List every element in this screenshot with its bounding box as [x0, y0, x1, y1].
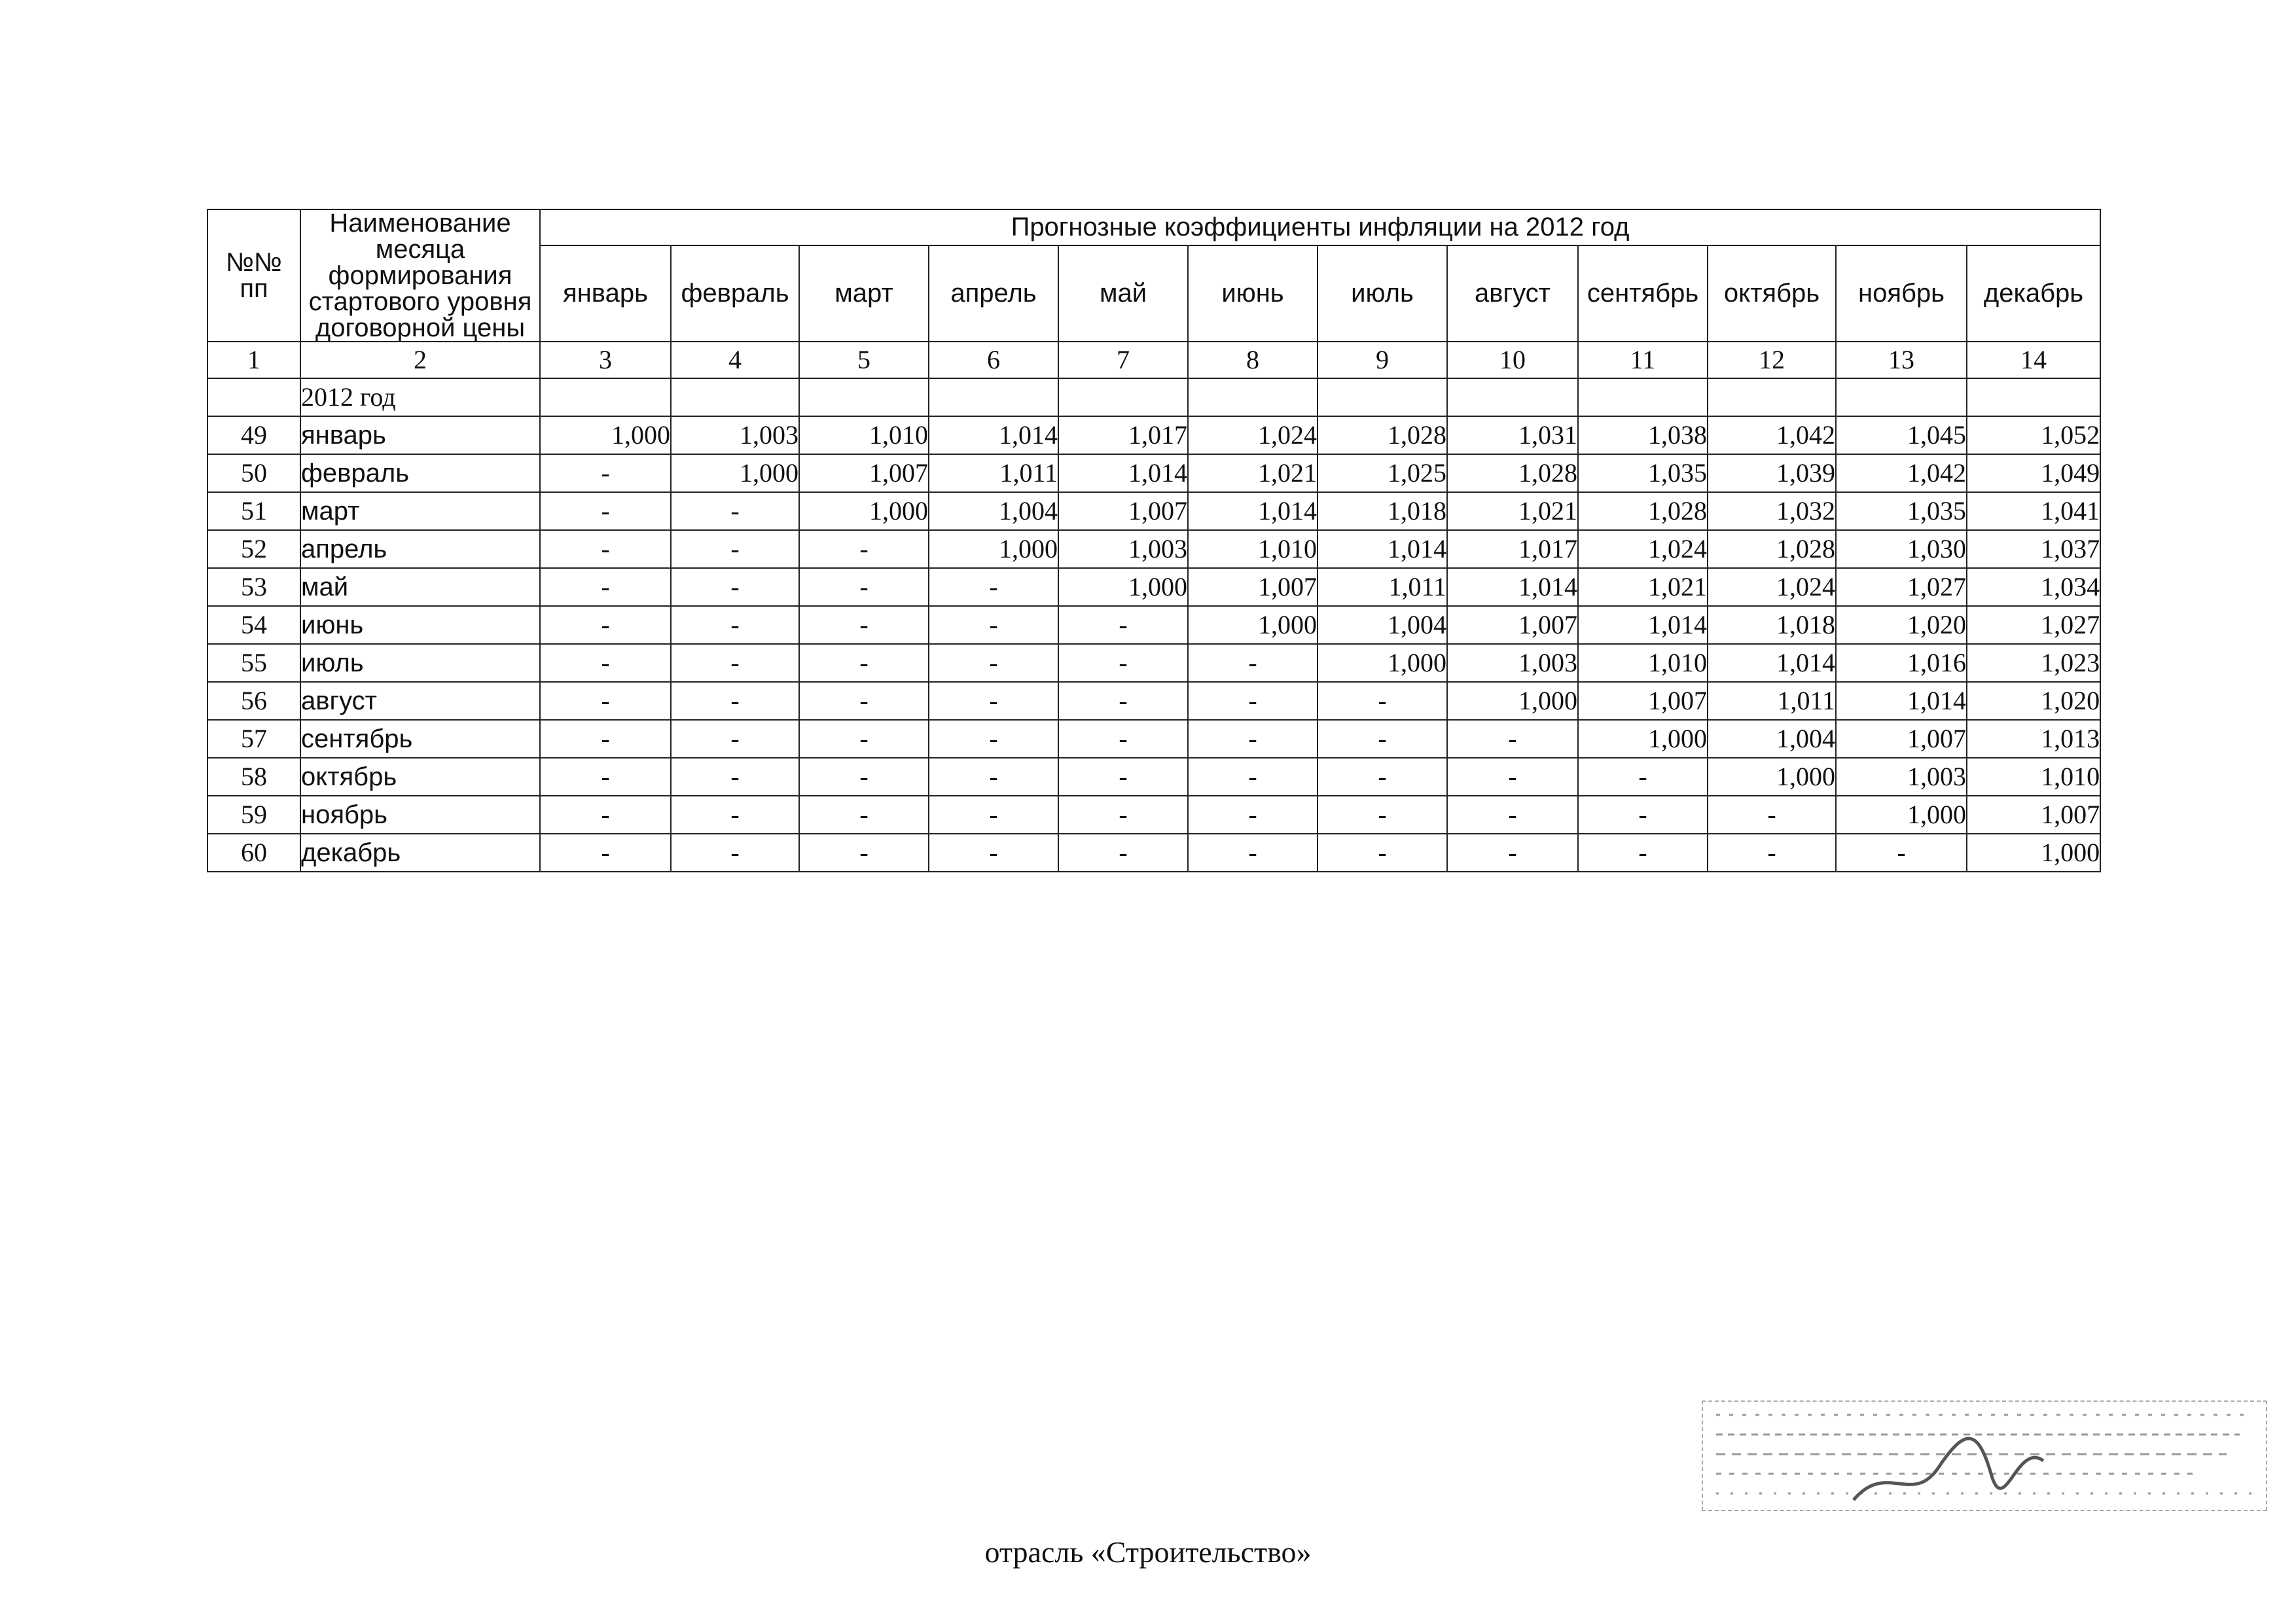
- empty-cell: [1058, 378, 1188, 416]
- coefficient-cell: -: [929, 720, 1058, 758]
- empty-cell: [671, 378, 799, 416]
- coefficient-cell: 1,032: [1708, 492, 1836, 530]
- coefficient-cell: 1,018: [1708, 606, 1836, 644]
- coefficient-cell: 1,000: [1447, 682, 1578, 720]
- coefficient-cell: -: [929, 796, 1058, 834]
- coefficient-cell: -: [1447, 758, 1578, 796]
- coefficient-cell: -: [1318, 720, 1447, 758]
- coefficient-cell: -: [799, 758, 929, 796]
- table-row: [207, 682, 2100, 720]
- coefficient-cell: -: [1318, 796, 1447, 834]
- coefficient-cell: -: [1447, 720, 1578, 758]
- row-number: 55: [207, 644, 300, 682]
- table-row: [207, 454, 2100, 492]
- coefficient-cell: 1,038: [1578, 416, 1708, 454]
- column-number-cell: 8: [1188, 342, 1318, 378]
- coefficient-cell: -: [1188, 720, 1318, 758]
- coefficient-cell: 1,000: [1708, 758, 1836, 796]
- coefficient-cell: 1,021: [1188, 454, 1318, 492]
- coefficient-cell: 1,000: [1967, 834, 2100, 872]
- coefficient-cell: 1,035: [1836, 492, 1967, 530]
- coefficient-cell: -: [540, 492, 671, 530]
- coefficient-cell: 1,039: [1708, 454, 1836, 492]
- row-number: 50: [207, 454, 300, 492]
- coefficient-cell: 1,003: [1058, 530, 1188, 568]
- header-month-3: март: [799, 245, 929, 342]
- table-row: [207, 720, 2100, 758]
- coefficient-cell: 1,004: [1708, 720, 1836, 758]
- coefficient-cell: 1,045: [1836, 416, 1967, 454]
- column-number-cell: 3: [540, 342, 671, 378]
- column-number-cell: 9: [1318, 342, 1447, 378]
- coefficient-cell: 1,000: [1578, 720, 1708, 758]
- row-month-name: июль: [300, 644, 540, 682]
- column-number-cell: 7: [1058, 342, 1188, 378]
- coefficient-cell: 1,028: [1708, 530, 1836, 568]
- coefficient-cell: 1,021: [1447, 492, 1578, 530]
- signature-stamp-icon: [1702, 1400, 2267, 1511]
- table-row: [207, 530, 2100, 568]
- table-row: [207, 796, 2100, 834]
- table-body: [207, 342, 2100, 872]
- coefficient-cell: -: [1188, 834, 1318, 872]
- empty-cell: [799, 378, 929, 416]
- row-number: 53: [207, 568, 300, 606]
- coefficient-cell: 1,010: [1967, 758, 2100, 796]
- coefficient-cell: -: [929, 758, 1058, 796]
- coefficient-cell: -: [1836, 834, 1967, 872]
- column-number-cell: 11: [1578, 342, 1708, 378]
- header-month-9: сентябрь: [1578, 245, 1708, 342]
- coefficient-cell: 1,049: [1967, 454, 2100, 492]
- coefficient-cell: 1,014: [1836, 682, 1967, 720]
- footer-industry: отрасль «Строительство»: [984, 1535, 1312, 1569]
- column-number-cell: 10: [1447, 342, 1578, 378]
- coefficient-cell: -: [1708, 834, 1836, 872]
- row-month-name: июнь: [300, 606, 540, 644]
- table-row: [207, 644, 2100, 682]
- coefficient-cell: 1,011: [1708, 682, 1836, 720]
- coefficient-cell: -: [799, 606, 929, 644]
- header-month-6: июнь: [1188, 245, 1318, 342]
- coefficient-cell: 1,007: [1578, 682, 1708, 720]
- empty-cell: [929, 378, 1058, 416]
- coefficient-cell: -: [540, 682, 671, 720]
- coefficient-cell: 1,000: [1058, 568, 1188, 606]
- header-month-5: май: [1058, 245, 1188, 342]
- coefficient-cell: 1,042: [1836, 454, 1967, 492]
- coefficient-cell: 1,014: [1318, 530, 1447, 568]
- coefficient-cell: 1,000: [1836, 796, 1967, 834]
- coefficient-cell: 1,000: [929, 530, 1058, 568]
- header-number-column: №№ пп: [207, 209, 300, 342]
- coefficient-cell: -: [1058, 796, 1188, 834]
- coefficient-cell: -: [929, 834, 1058, 872]
- coefficient-cell: -: [540, 758, 671, 796]
- coefficient-cell: 1,024: [1578, 530, 1708, 568]
- row-number: 58: [207, 758, 300, 796]
- inflation-coefficients-table: [207, 209, 2101, 872]
- coefficient-cell: 1,028: [1447, 454, 1578, 492]
- coefficient-cell: 1,003: [671, 416, 799, 454]
- coefficient-cell: 1,007: [1967, 796, 2100, 834]
- column-number-cell: 1: [207, 342, 300, 378]
- coefficient-cell: -: [671, 530, 799, 568]
- coefficient-cell: 1,011: [929, 454, 1058, 492]
- coefficient-cell: 1,017: [1447, 530, 1578, 568]
- coefficient-cell: 1,021: [1578, 568, 1708, 606]
- coefficient-cell: 1,030: [1836, 530, 1967, 568]
- table-row: [207, 758, 2100, 796]
- header-group-title: Прогнозные коэффициенты инфляции на 2012 год: [540, 209, 2100, 245]
- column-number-cell: 6: [929, 342, 1058, 378]
- coefficient-cell: -: [671, 682, 799, 720]
- coefficient-cell: -: [671, 758, 799, 796]
- header-month-2: февраль: [671, 245, 799, 342]
- empty-cell: [1967, 378, 2100, 416]
- coefficient-cell: -: [1318, 758, 1447, 796]
- table-row: [207, 834, 2100, 872]
- empty-cell: [540, 378, 671, 416]
- coefficient-cell: 1,020: [1967, 682, 2100, 720]
- coefficient-cell: -: [1708, 796, 1836, 834]
- coefficient-cell: 1,013: [1967, 720, 2100, 758]
- coefficient-cell: -: [929, 644, 1058, 682]
- row-number: 57: [207, 720, 300, 758]
- coefficient-cell: -: [929, 568, 1058, 606]
- coefficient-cell: -: [1447, 834, 1578, 872]
- header-name-column: Наименование месяца формирования стартового уровня договорной цены: [300, 209, 540, 342]
- signature-stamp-graphic: [1703, 1402, 2266, 1510]
- coefficient-cell: -: [1058, 834, 1188, 872]
- table-row: [207, 606, 2100, 644]
- coefficient-cell: -: [799, 796, 929, 834]
- coefficient-cell: 1,042: [1708, 416, 1836, 454]
- coefficient-cell: -: [1058, 720, 1188, 758]
- coefficient-cell: -: [1318, 682, 1447, 720]
- coefficient-cell: -: [799, 530, 929, 568]
- coefficient-cell: -: [799, 682, 929, 720]
- coefficient-cell: 1,007: [799, 454, 929, 492]
- coefficient-cell: -: [799, 720, 929, 758]
- coefficient-cell: -: [671, 606, 799, 644]
- coefficient-cell: -: [929, 606, 1058, 644]
- coefficient-cell: -: [1058, 758, 1188, 796]
- coefficient-cell: 1,020: [1836, 606, 1967, 644]
- coefficient-cell: -: [1058, 606, 1188, 644]
- coefficient-cell: 1,000: [671, 454, 799, 492]
- coefficient-cell: -: [540, 644, 671, 682]
- coefficient-cell: 1,007: [1447, 606, 1578, 644]
- row-month-name: ноябрь: [300, 796, 540, 834]
- coefficient-cell: 1,000: [540, 416, 671, 454]
- coefficient-cell: -: [540, 606, 671, 644]
- coefficient-cell: 1,037: [1967, 530, 2100, 568]
- coefficient-cell: -: [1058, 682, 1188, 720]
- header-month-1: январь: [540, 245, 671, 342]
- coefficient-cell: -: [671, 644, 799, 682]
- coefficient-cell: 1,014: [1447, 568, 1578, 606]
- row-number: 54: [207, 606, 300, 644]
- coefficient-cell: 1,000: [1318, 644, 1447, 682]
- empty-cell: [1836, 378, 1967, 416]
- empty-cell: [1578, 378, 1708, 416]
- empty-cell: [1318, 378, 1447, 416]
- coefficient-cell: -: [1188, 758, 1318, 796]
- coefficient-cell: 1,052: [1967, 416, 2100, 454]
- coefficient-cell: 1,000: [799, 492, 929, 530]
- row-number: 60: [207, 834, 300, 872]
- coefficient-cell: 1,014: [929, 416, 1058, 454]
- coefficient-cell: -: [671, 834, 799, 872]
- coefficient-cell: 1,024: [1708, 568, 1836, 606]
- coefficient-cell: 1,041: [1967, 492, 2100, 530]
- empty-cell: [1708, 378, 1836, 416]
- column-number-cell: 2: [300, 342, 540, 378]
- table-row: [207, 568, 2100, 606]
- coefficient-cell: -: [929, 682, 1058, 720]
- coefficient-cell: 1,004: [929, 492, 1058, 530]
- header-month-7: июль: [1318, 245, 1447, 342]
- coefficient-cell: -: [540, 530, 671, 568]
- coefficient-cell: 1,010: [1188, 530, 1318, 568]
- header-month-12: декабрь: [1967, 245, 2100, 342]
- coefficient-cell: -: [671, 568, 799, 606]
- row-month-name: октябрь: [300, 758, 540, 796]
- row-month-name: сентябрь: [300, 720, 540, 758]
- coefficient-cell: 1,018: [1318, 492, 1447, 530]
- coefficient-cell: -: [1318, 834, 1447, 872]
- coefficient-cell: 1,017: [1058, 416, 1188, 454]
- coefficient-cell: -: [540, 796, 671, 834]
- coefficient-cell: 1,003: [1447, 644, 1578, 682]
- coefficient-cell: 1,003: [1836, 758, 1967, 796]
- coefficient-cell: 1,028: [1578, 492, 1708, 530]
- coefficient-cell: -: [799, 568, 929, 606]
- row-month-name: январь: [300, 416, 540, 454]
- header-month-8: август: [1447, 245, 1578, 342]
- row-number: 51: [207, 492, 300, 530]
- header-month-10: октябрь: [1708, 245, 1836, 342]
- coefficient-cell: -: [671, 492, 799, 530]
- row-month-name: август: [300, 682, 540, 720]
- coefficient-cell: -: [1447, 796, 1578, 834]
- header-month-4: апрель: [929, 245, 1058, 342]
- coefficient-cell: 1,014: [1188, 492, 1318, 530]
- coefficient-cell: 1,010: [799, 416, 929, 454]
- coefficient-cell: 1,025: [1318, 454, 1447, 492]
- coefficient-cell: -: [1188, 682, 1318, 720]
- row-number: 49: [207, 416, 300, 454]
- coefficient-cell: -: [540, 720, 671, 758]
- coefficient-cell: -: [1188, 644, 1318, 682]
- coefficient-cell: -: [1578, 758, 1708, 796]
- coefficient-cell: 1,011: [1318, 568, 1447, 606]
- year-label: 2012 год: [300, 378, 540, 416]
- coefficient-cell: 1,028: [1318, 416, 1447, 454]
- column-number-cell: 12: [1708, 342, 1836, 378]
- row-month-name: декабрь: [300, 834, 540, 872]
- coefficient-cell: 1,007: [1836, 720, 1967, 758]
- coefficient-cell: -: [1188, 796, 1318, 834]
- row-month-name: март: [300, 492, 540, 530]
- coefficient-cell: -: [540, 454, 671, 492]
- table-row: [207, 416, 2100, 454]
- coefficient-cell: -: [1578, 834, 1708, 872]
- coefficient-cell: 1,014: [1578, 606, 1708, 644]
- year-row: [207, 378, 2100, 416]
- coefficient-cell: -: [1578, 796, 1708, 834]
- coefficient-cell: -: [671, 720, 799, 758]
- coefficient-cell: 1,014: [1708, 644, 1836, 682]
- empty-cell: [1188, 378, 1318, 416]
- column-number-cell: 5: [799, 342, 929, 378]
- coefficient-cell: 1,023: [1967, 644, 2100, 682]
- row-month-name: май: [300, 568, 540, 606]
- coefficient-cell: 1,034: [1967, 568, 2100, 606]
- row-number: 52: [207, 530, 300, 568]
- coefficient-cell: -: [799, 834, 929, 872]
- row-number: 56: [207, 682, 300, 720]
- coefficient-cell: 1,024: [1188, 416, 1318, 454]
- coefficient-cell: 1,010: [1578, 644, 1708, 682]
- column-number-cell: 14: [1967, 342, 2100, 378]
- coefficient-cell: 1,027: [1967, 606, 2100, 644]
- coefficient-cell: 1,035: [1578, 454, 1708, 492]
- header-month-11: ноябрь: [1836, 245, 1967, 342]
- table-row: [207, 492, 2100, 530]
- coefficient-cell: 1,031: [1447, 416, 1578, 454]
- coefficient-cell: -: [1058, 644, 1188, 682]
- coefficient-cell: 1,014: [1058, 454, 1188, 492]
- empty-cell: [1447, 378, 1578, 416]
- coefficient-cell: -: [540, 568, 671, 606]
- coefficient-cell: 1,027: [1836, 568, 1967, 606]
- coefficient-cell: -: [671, 796, 799, 834]
- coefficient-cell: 1,004: [1318, 606, 1447, 644]
- row-month-name: апрель: [300, 530, 540, 568]
- coefficient-cell: 1,007: [1058, 492, 1188, 530]
- column-number-cell: 13: [1836, 342, 1967, 378]
- empty-cell: [207, 378, 300, 416]
- coefficient-cell: 1,016: [1836, 644, 1967, 682]
- coefficient-cell: -: [799, 644, 929, 682]
- row-number: 59: [207, 796, 300, 834]
- column-number-cell: 4: [671, 342, 799, 378]
- row-month-name: февраль: [300, 454, 540, 492]
- coefficient-cell: 1,007: [1188, 568, 1318, 606]
- column-number-row: [207, 342, 2100, 378]
- coefficient-cell: -: [540, 834, 671, 872]
- coefficient-cell: 1,000: [1188, 606, 1318, 644]
